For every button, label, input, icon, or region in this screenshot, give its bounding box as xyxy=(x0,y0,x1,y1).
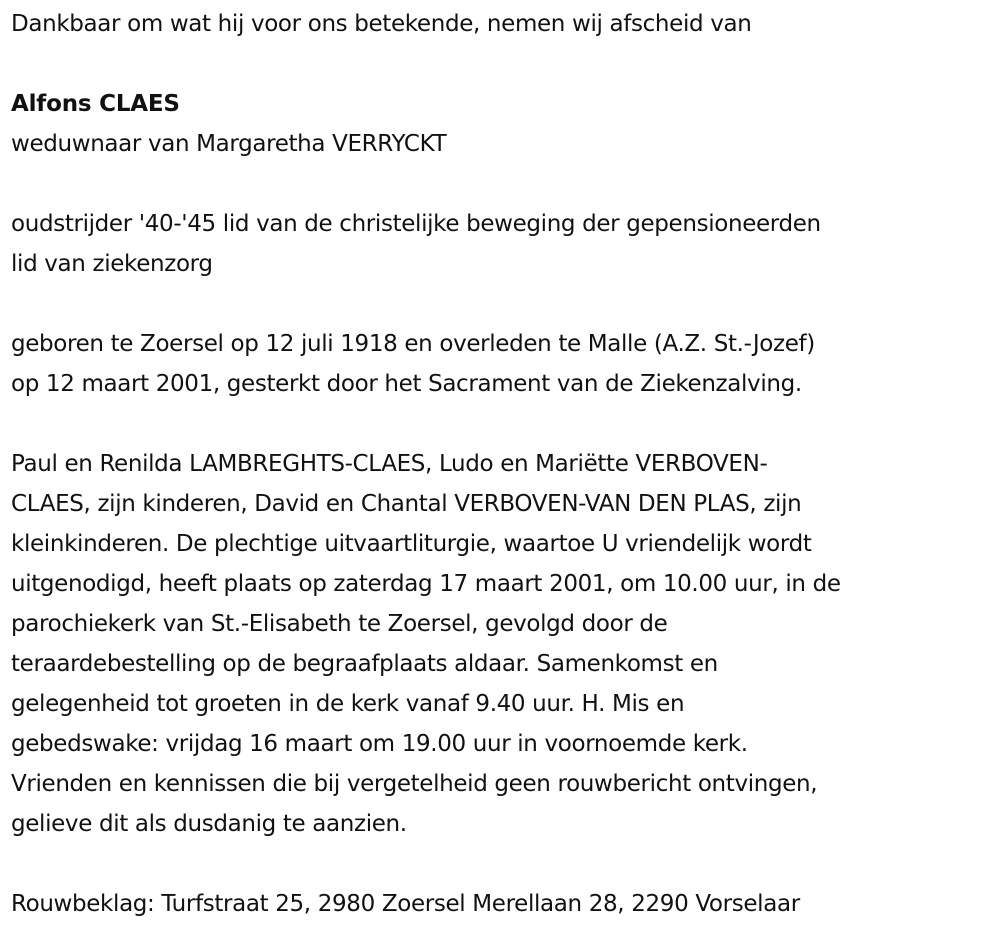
spacer xyxy=(11,44,993,84)
membership-line: oudstrijder '40-'45 lid van de christelijke beweging der gepensioneerden xyxy=(11,211,821,237)
spacer xyxy=(11,164,993,204)
family-service-line: parochiekerk van St.-Elisabeth te Zoersel, gevolgd door de xyxy=(11,611,668,637)
family-service-line: gelieve dit als dusdanig te aanzien. xyxy=(11,811,407,837)
intro-line: Dankbaar om wat hij voor ons betekende, nemen wij afscheid van xyxy=(11,11,752,37)
obituary-notice xyxy=(11,4,993,924)
spacer xyxy=(11,844,993,884)
family-service-line: Paul en Renilda LAMBREGHTS-CLAES, Ludo en Mariëtte VERBOVEN- xyxy=(11,451,768,477)
spacer xyxy=(11,404,993,444)
spouse-line: weduwnaar van Margaretha VERRYCKT xyxy=(11,131,447,157)
membership-line: lid van ziekenzorg xyxy=(11,251,213,277)
family-service-line: gebedswake: vrijdag 16 maart om 19.00 uur in voornoemde kerk. xyxy=(11,731,748,757)
birth-death-line: geboren te Zoersel op 12 juli 1918 en overleden te Malle (A.Z. St.-Jozef) xyxy=(11,331,815,357)
family-service-line: kleinkinderen. De plechtige uitvaartliturgie, waartoe U vriendelijk wordt xyxy=(11,531,812,557)
condolence-address: Rouwbeklag: Turfstraat 25, 2980 Zoersel Merellaan 28, 2290 Vorselaar xyxy=(11,891,800,917)
family-service-line: uitgenodigd, heeft plaats op zaterdag 17 maart 2001, om 10.00 uur, in de xyxy=(11,571,841,597)
family-service-line: teraardebestelling op de begraafplaats aldaar. Samenkomst en xyxy=(11,651,718,677)
family-service-line: gelegenheid tot groeten in de kerk vanaf 9.40 uur. H. Mis en xyxy=(11,691,685,717)
birth-death-line: op 12 maart 2001, gesterkt door het Sacrament van de Ziekenzalving. xyxy=(11,371,802,397)
spacer xyxy=(11,284,993,324)
family-service-line: Vrienden en kennissen die bij vergetelheid geen rouwbericht ontvingen, xyxy=(11,771,818,797)
family-service-line: CLAES, zijn kinderen, David en Chantal VERBOVEN-VAN DEN PLAS, zijn xyxy=(11,491,802,517)
deceased-name: Alfons CLAES xyxy=(11,91,180,117)
